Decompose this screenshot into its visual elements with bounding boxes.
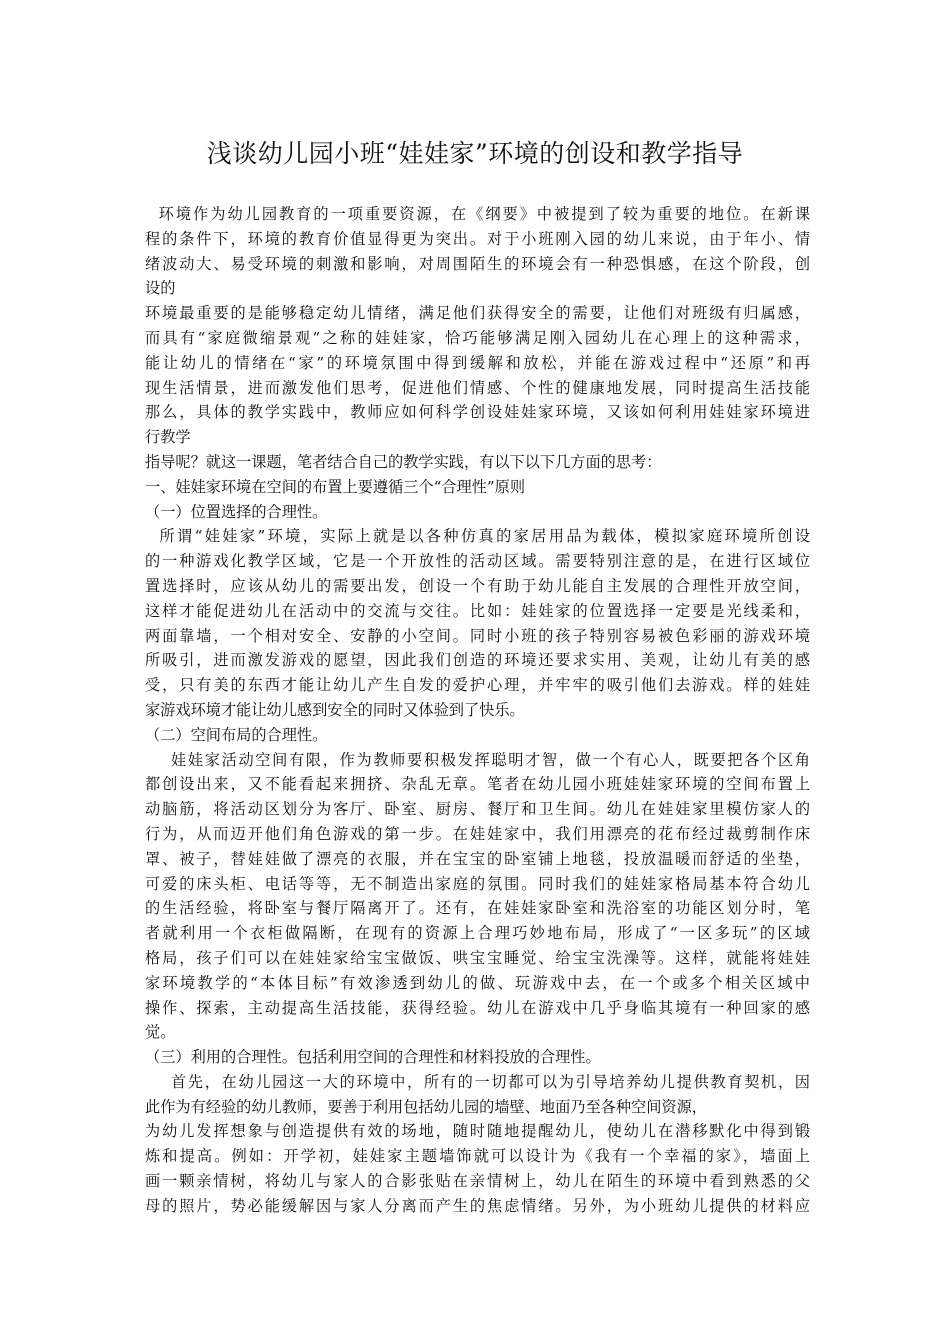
text-line: 都创设出来，又不能看起来拥挤、杂乱无章。笔者在幼儿园小班娃娃家环境的空间布置上 bbox=[145, 775, 810, 794]
text-line: 动脑筋，将活动区划分为客厅、卧室、厨房、餐厅和卫生间。幼儿在娃娃家里模仿家人的 bbox=[145, 800, 810, 819]
text-line: 现生活情景，进而激发他们思考，促进他们情感、个性的健康地发展，同时提高生活技能 bbox=[145, 378, 810, 397]
text-line: 设的 bbox=[145, 279, 176, 298]
text-line: 画一颗亲情树，将幼儿与家人的合影张贴在亲情树上，幼儿在陌生的环境中看到熟悉的父 bbox=[145, 1172, 810, 1191]
text-line: 格局，孩子们可以在娃娃家给宝宝做饭、哄宝宝睡觉、给宝宝洗澡等。这样，就能将娃娃 bbox=[145, 948, 810, 967]
text-line: （三）利用的合理性。包括利用空间的合理性和材料投放的合理性。 bbox=[145, 1048, 601, 1067]
text-line: 为幼儿发挥想象与创造提供有效的场地，随时随地提醒幼儿，使幼儿在潜移默化中得到锻 bbox=[145, 1122, 810, 1141]
text-line: 指导呢？就这一课题，笔者结合自己的教学实践，有以下以下几方面的思考： bbox=[145, 452, 662, 471]
text-line: 置选择时，应该从幼儿的需要出发，创设一个有助于幼儿能自主发展的合理性开放空间， bbox=[145, 576, 810, 595]
text-line: 那么，具体的教学实践中，教师应如何科学创设娃娃家环境，又该如何利用娃娃家环境进 bbox=[145, 403, 810, 422]
text-line: 所谓“娃娃家”环境，实际上就是以各种仿真的家居用品为载体，模拟家庭环境所创设 bbox=[145, 527, 810, 546]
text-line: 能让幼儿的情绪在“家”的环境氛围中得到缓解和放松，并能在游戏过程中“还原”和再 bbox=[145, 353, 810, 372]
text-line: 一、娃娃家环境在空间的布置上要遵循三个“合理性”原则 bbox=[145, 477, 526, 496]
text-line: 环境最重要的是能够稳定幼儿情绪，满足他们获得安全的需要，让他们对班级有归属感， bbox=[145, 304, 810, 323]
document-title: 浅谈幼儿园小班“娃娃家”环境的创设和教学指导 bbox=[206, 139, 744, 168]
text-line: 娃娃家活动空间有限，作为教师要积极发挥聪明才智，做一个有心人，既要把各个区角 bbox=[145, 750, 810, 769]
text-line: 而具有“家庭微缩景观”之称的娃娃家，恰巧能够满足刚入园幼儿在心理上的这种需求， bbox=[145, 328, 810, 347]
text-line: 的生活经验，将卧室与餐厅隔离开了。还有，在娃娃家卧室和洗浴室的功能区划分时，笔 bbox=[145, 899, 810, 918]
text-line: 环境作为幼儿园教育的一项重要资源，在《纲要》中被提到了较为重要的地位。在新课 bbox=[145, 205, 810, 223]
text-line: （二）空间布局的合理性。 bbox=[145, 725, 328, 744]
text-line: 的一种游戏化教学区域，它是一个开放性的活动区域。需要特别注意的是，在进行区域位 bbox=[145, 552, 810, 571]
text-line: 者就利用一个衣柜做隔断，在现有的资源上合理巧妙地布局，形成了“一区多玩”的区域 bbox=[145, 924, 810, 943]
text-line: （一）位置选择的合理性。 bbox=[145, 502, 328, 521]
text-line: 可爱的床头柜、电话等等，无不制造出家庭的氛围。同时我们的娃娃家格局基本符合幼儿 bbox=[145, 874, 810, 893]
text-line: 炼和提高。例如：开学初，娃娃家主题墙饰就可以设计为《我有一个幸福的家》，墙面上 bbox=[145, 1147, 810, 1166]
text-line: 此作为有经验的幼儿教师，要善于利用包括幼儿园的墙壁、地面乃至各种空间资源， bbox=[145, 1097, 707, 1116]
text-line: 家游戏环境才能让幼儿感到安全的同时又体验到了快乐。 bbox=[145, 700, 525, 719]
text-line: 首先，在幼儿园这一大的环境中，所有的一切都可以为引导培养幼儿提供教育契机，因 bbox=[145, 1072, 810, 1091]
text-line: 操作、探索，主动提高生活技能，获得经验。幼儿在游戏中几乎身临其境有一种回家的感 bbox=[145, 998, 810, 1017]
text-line: 觉。 bbox=[145, 1023, 176, 1042]
text-line: 这样才能促进幼儿在活动中的交流与交往。比如：娃娃家的位置选择一定要是光线柔和， bbox=[145, 601, 810, 620]
text-line: 绪波动大、易受环境的刺激和影响，对周围陌生的环境会有一种恐惧感，在这个阶段，创 bbox=[145, 254, 810, 273]
text-line: 受，只有美的东西才能让幼儿产生自发的爱护心理，并牢牢的吸引他们去游戏。样的娃娃 bbox=[145, 676, 810, 695]
text-line: 程的条件下，环境的教育价值显得更为突出。对于小班刚入园的幼儿来说，由于年小、情 bbox=[145, 229, 810, 248]
text-line: 罩、被子，替娃娃做了漂亮的衣服，并在宝宝的卧室铺上地毯，投放温暖而舒适的坐垫， bbox=[145, 849, 810, 868]
text-line: 两面靠墙，一个相对安全、安静的小空间。同时小班的孩子特别容易被色彩丽的游戏环境 bbox=[145, 626, 810, 645]
text-line: 母的照片，势必能缓解因与家人分离而产生的焦虑情绪。另外，为小班幼儿提供的材料应 bbox=[145, 1196, 810, 1215]
text-line: 所吸引，进而激发游戏的愿望，因此我们创造的环境还要求实用、美观，让幼儿有美的感 bbox=[145, 651, 810, 670]
text-line: 家环境教学的“本体目标”有效渗透到幼儿的做、玩游戏中去，在一个或多个相关区域中 bbox=[145, 973, 810, 992]
text-line: 行教学 bbox=[145, 428, 191, 447]
document-body bbox=[145, 202, 810, 1219]
text-line: 行为，从而迈开他们角色游戏的第一步。在娃娃家中，我们用漂亮的花布经过裁剪制作床 bbox=[145, 824, 810, 843]
